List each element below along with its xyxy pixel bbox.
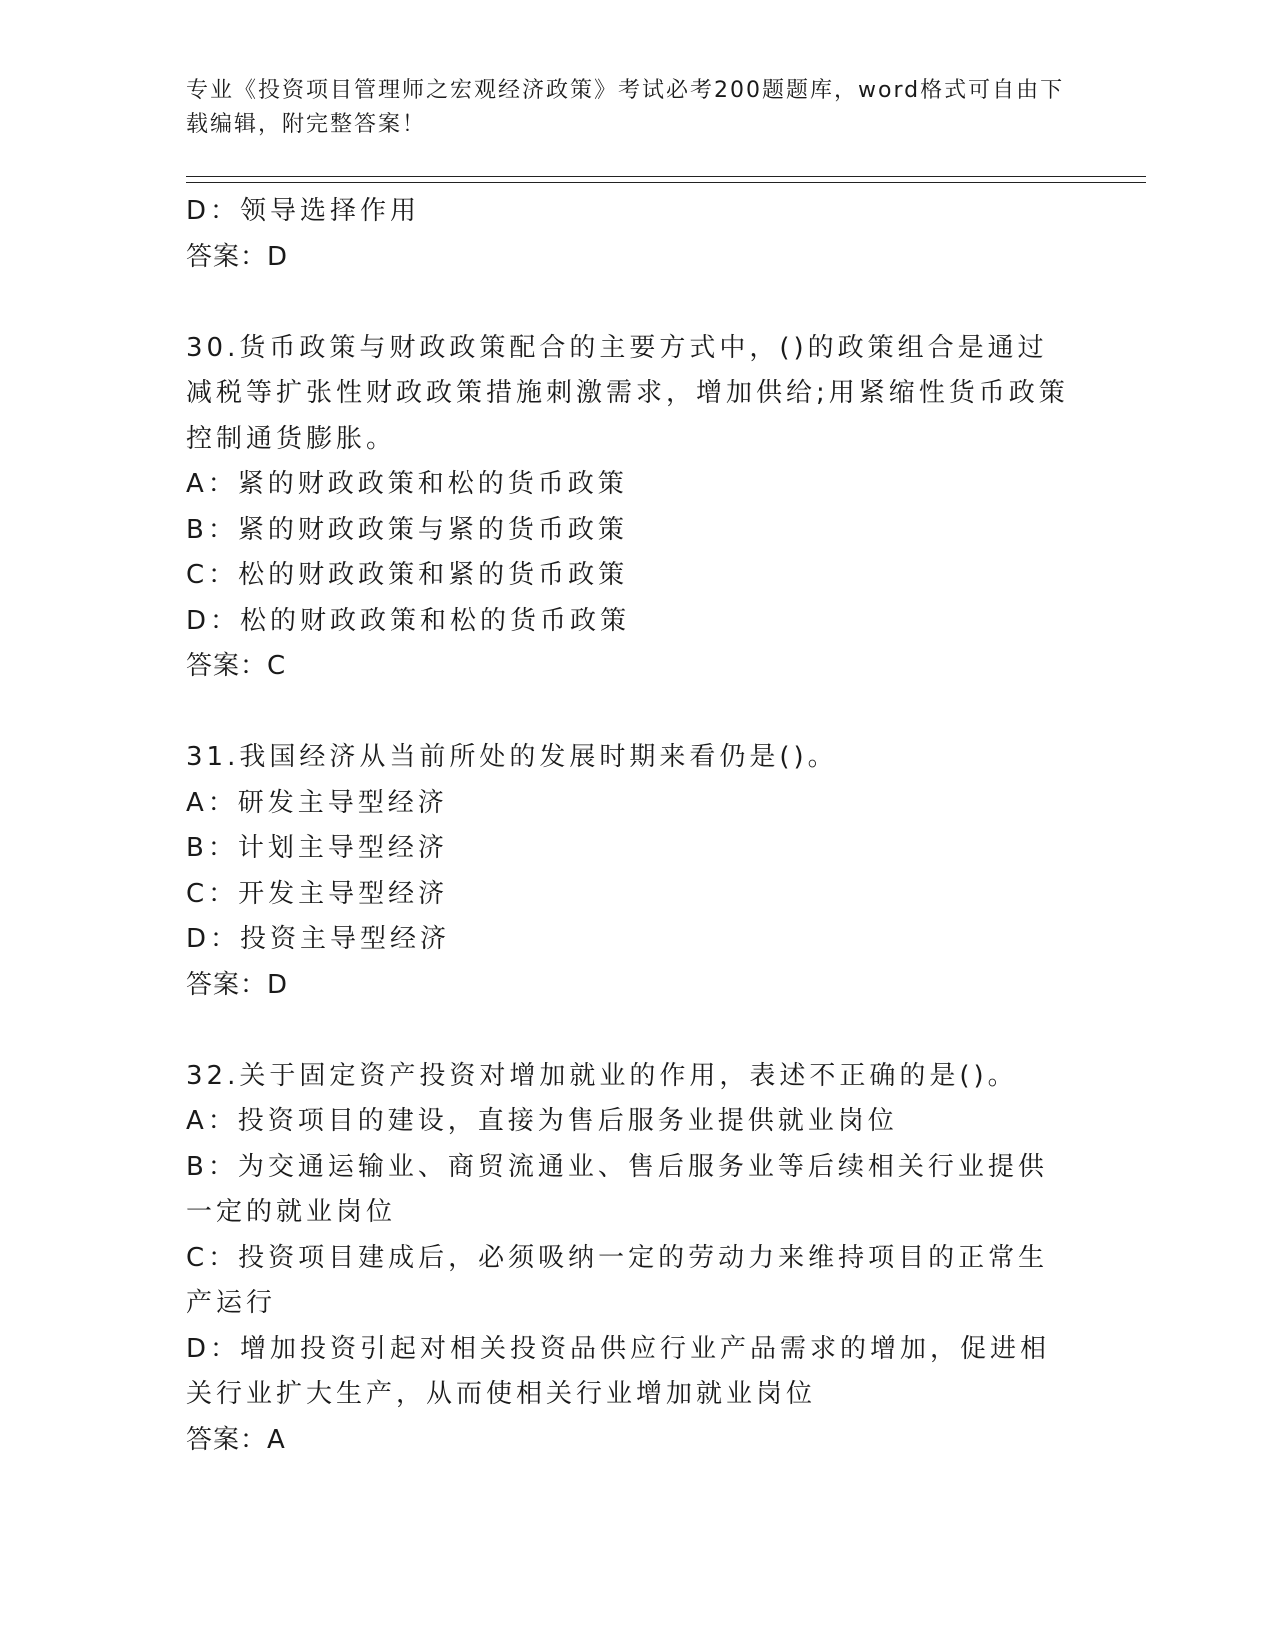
option-b: B：紧的财政政策与紧的货币政策: [186, 514, 628, 545]
answer-line: 答案：D: [186, 969, 289, 1000]
option-a: A：研发主导型经济: [186, 787, 448, 818]
option-d: D：松的财政政策和松的货币政策: [186, 605, 631, 636]
spacer: [186, 1008, 1076, 1054]
question-stem: 31.我国经济从当前所处的发展时期来看仍是()。: [186, 742, 838, 772]
spacer: [186, 690, 1076, 736]
option-d: D：增加投资引起对相关投资品供应行业产品需求的增加，促进相关行业扩大生产，从而使相关行业增加就业岗位: [186, 1333, 1051, 1409]
question-32: [186, 1054, 1076, 1464]
document-header: 专业《投资项目管理师之宏观经济政策》考试必考200题题库，word格式可自由下载编辑，附完整答案！: [186, 78, 1065, 137]
option-a: A：投资项目的建设，直接为售后服务业提供就业岗位: [186, 1106, 898, 1136]
answer-line: 答案：D: [186, 241, 289, 272]
header-divider-bottom: [186, 182, 1146, 183]
option-b: B：计划主导型经济: [186, 833, 448, 863]
question-31: [186, 735, 1076, 1008]
option-c: C：投资项目建成后，必须吸纳一定的劳动力来维持项目的正常生产运行: [186, 1242, 1049, 1318]
option-c: C：松的财政政策和紧的货币政策: [186, 560, 629, 590]
previous-question-continuation: [186, 189, 1076, 280]
spacer: [186, 280, 1076, 326]
option-a: A：紧的财政政策和松的货币政策: [186, 469, 628, 499]
question-stem: 30.货币政策与财政政策配合的主要方式中，()的政策组合是通过减税等扩张性财政政策措施刺激需求，增加供给;用紧缩性货币政策控制通货膨胀。: [186, 332, 1069, 454]
option-d: D：领导选择作用: [186, 196, 421, 226]
question-30: [186, 326, 1076, 690]
question-stem: 32.关于固定资产投资对增加就业的作用，表述不正确的是()。: [186, 1060, 1018, 1091]
question-content: [186, 189, 1076, 1463]
header-divider-top: [186, 176, 1146, 177]
option-c: C：开发主导型经济: [186, 878, 449, 909]
option-b: B：为交通运输业、商贸流通业、售后服务业等后续相关行业提供一定的就业岗位: [186, 1151, 1048, 1227]
option-d: D：投资主导型经济: [186, 924, 451, 954]
answer-line: 答案：A: [186, 1424, 286, 1455]
answer-line: 答案：C: [186, 651, 287, 681]
